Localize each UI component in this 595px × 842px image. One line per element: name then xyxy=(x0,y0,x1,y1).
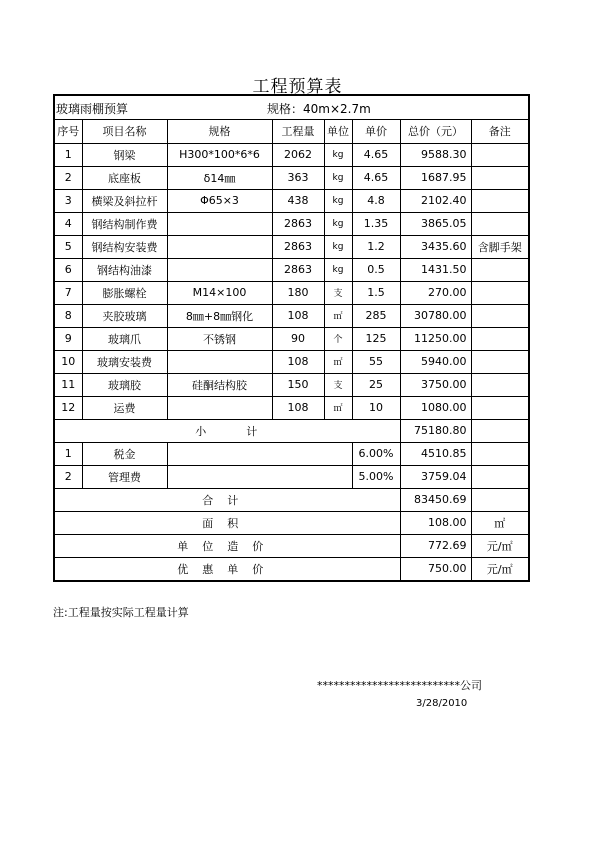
row-price: 4.8 xyxy=(352,189,400,212)
row-total: 270.00 xyxy=(400,281,471,304)
table-row xyxy=(55,258,528,281)
row-no: 1 xyxy=(55,143,82,166)
table-row xyxy=(55,189,528,212)
row-remark xyxy=(471,373,528,396)
fee-item: 税金 xyxy=(82,442,167,465)
row-unit: 支 xyxy=(324,373,352,396)
row-qty: 438 xyxy=(272,189,324,212)
row-total: 1687.95 xyxy=(400,166,471,189)
row-unit: kg xyxy=(324,166,352,189)
summary-label: 合计 xyxy=(55,488,400,511)
fee-rate: 5.00% xyxy=(352,465,400,488)
project-row xyxy=(55,96,528,120)
table-row xyxy=(55,212,528,235)
header-no: 序号 xyxy=(55,120,82,143)
subtotal-row xyxy=(55,419,528,442)
table-row xyxy=(55,396,528,419)
footnote: 注:工程量按实际工程量计算 xyxy=(53,606,189,619)
summary-row xyxy=(55,534,528,557)
row-price: 285 xyxy=(352,304,400,327)
row-unit: kg xyxy=(324,235,352,258)
header-item: 项目名称 xyxy=(82,120,167,143)
budget-sheet xyxy=(53,94,530,582)
row-item: 玻璃爪 xyxy=(82,327,167,350)
summary-value: 772.69 xyxy=(400,534,471,557)
row-remark xyxy=(471,327,528,350)
fee-empty xyxy=(167,465,352,488)
summary-unit xyxy=(471,488,528,511)
row-no: 12 xyxy=(55,396,82,419)
row-spec xyxy=(167,396,272,419)
row-remark xyxy=(471,350,528,373)
row-unit: ㎡ xyxy=(324,350,352,373)
table-row xyxy=(55,235,528,258)
row-total: 1431.50 xyxy=(400,258,471,281)
row-spec: δ14㎜ xyxy=(167,166,272,189)
company-name: **************************公司 xyxy=(317,679,482,692)
row-price: 125 xyxy=(352,327,400,350)
row-unit: 个 xyxy=(324,327,352,350)
row-item: 运费 xyxy=(82,396,167,419)
row-spec xyxy=(167,350,272,373)
table-row xyxy=(55,281,528,304)
fee-row xyxy=(55,465,528,488)
row-price: 1.2 xyxy=(352,235,400,258)
subtotal-remark xyxy=(471,419,528,442)
header-row xyxy=(55,120,528,143)
summary-value: 108.00 xyxy=(400,511,471,534)
row-item: 玻璃胶 xyxy=(82,373,167,396)
row-unit: kg xyxy=(324,143,352,166)
row-total: 3435.60 xyxy=(400,235,471,258)
row-unit: kg xyxy=(324,189,352,212)
row-total: 1080.00 xyxy=(400,396,471,419)
row-price: 55 xyxy=(352,350,400,373)
summary-unit: ㎡ xyxy=(471,511,528,534)
summary-label: 单位造价 xyxy=(55,534,400,557)
fee-total: 3759.04 xyxy=(400,465,471,488)
row-item: 膨胀螺栓 xyxy=(82,281,167,304)
row-price: 1.5 xyxy=(352,281,400,304)
summary-label: 面积 xyxy=(55,511,400,534)
row-qty: 108 xyxy=(272,350,324,373)
row-item: 底座板 xyxy=(82,166,167,189)
fee-no: 1 xyxy=(55,442,82,465)
table-row xyxy=(55,350,528,373)
row-item: 钢结构安装费 xyxy=(82,235,167,258)
subtotal-total: 75180.80 xyxy=(400,419,471,442)
summary-value: 83450.69 xyxy=(400,488,471,511)
fee-empty xyxy=(167,442,352,465)
table-row xyxy=(55,327,528,350)
row-spec: 硅酮结构胶 xyxy=(167,373,272,396)
row-spec xyxy=(167,235,272,258)
row-qty: 108 xyxy=(272,396,324,419)
row-remark xyxy=(471,143,528,166)
row-no: 3 xyxy=(55,189,82,212)
row-spec: 8㎜+8㎜钢化 xyxy=(167,304,272,327)
row-qty: 180 xyxy=(272,281,324,304)
row-price: 4.65 xyxy=(352,143,400,166)
summary-row xyxy=(55,557,528,580)
row-no: 2 xyxy=(55,166,82,189)
row-item: 钢结构制作费 xyxy=(82,212,167,235)
row-spec xyxy=(167,212,272,235)
header-remark: 备注 xyxy=(471,120,528,143)
header-price: 单价 xyxy=(352,120,400,143)
row-no: 7 xyxy=(55,281,82,304)
row-remark xyxy=(471,166,528,189)
row-item: 钢结构油漆 xyxy=(82,258,167,281)
row-unit: kg xyxy=(324,258,352,281)
row-item: 玻璃安装费 xyxy=(82,350,167,373)
row-no: 4 xyxy=(55,212,82,235)
row-price: 0.5 xyxy=(352,258,400,281)
row-qty: 108 xyxy=(272,304,324,327)
summary-unit: 元/㎡ xyxy=(471,534,528,557)
row-no: 10 xyxy=(55,350,82,373)
row-spec: Φ65×3 xyxy=(167,189,272,212)
fee-total: 4510.85 xyxy=(400,442,471,465)
row-no: 6 xyxy=(55,258,82,281)
row-spec: M14×100 xyxy=(167,281,272,304)
row-price: 25 xyxy=(352,373,400,396)
row-total: 3750.00 xyxy=(400,373,471,396)
row-remark xyxy=(471,258,528,281)
row-remark: 含脚手架 xyxy=(471,235,528,258)
row-unit: kg xyxy=(324,212,352,235)
row-unit: ㎡ xyxy=(324,396,352,419)
header-qty: 工程量 xyxy=(272,120,324,143)
row-total: 3865.05 xyxy=(400,212,471,235)
row-qty: 2863 xyxy=(272,258,324,281)
row-qty: 2863 xyxy=(272,235,324,258)
row-item: 钢梁 xyxy=(82,143,167,166)
row-total: 2102.40 xyxy=(400,189,471,212)
row-price: 4.65 xyxy=(352,166,400,189)
table-row xyxy=(55,143,528,166)
table-row xyxy=(55,304,528,327)
header-unit: 单位 xyxy=(324,120,352,143)
row-item: 横梁及斜拉杆 xyxy=(82,189,167,212)
row-item: 夹胶玻璃 xyxy=(82,304,167,327)
row-qty: 2062 xyxy=(272,143,324,166)
row-qty: 150 xyxy=(272,373,324,396)
row-no: 11 xyxy=(55,373,82,396)
budget-table xyxy=(55,120,528,580)
fee-remark xyxy=(471,465,528,488)
row-price: 1.35 xyxy=(352,212,400,235)
row-total: 11250.00 xyxy=(400,327,471,350)
row-qty: 363 xyxy=(272,166,324,189)
row-remark xyxy=(471,304,528,327)
project-spec: 规格：40m×2.7m xyxy=(267,102,371,116)
row-no: 8 xyxy=(55,304,82,327)
row-unit: 支 xyxy=(324,281,352,304)
row-remark xyxy=(471,281,528,304)
fee-item: 管理费 xyxy=(82,465,167,488)
row-qty: 2863 xyxy=(272,212,324,235)
page-title: 工程预算表 xyxy=(252,77,343,97)
fee-row xyxy=(55,442,528,465)
subtotal-label: 小计 xyxy=(55,419,400,442)
row-total: 5940.00 xyxy=(400,350,471,373)
header-spec: 规格 xyxy=(167,120,272,143)
row-remark xyxy=(471,396,528,419)
document-date: 3/28/2010 xyxy=(416,698,468,709)
summary-row xyxy=(55,488,528,511)
row-spec: 不锈钢 xyxy=(167,327,272,350)
summary-row xyxy=(55,511,528,534)
row-total: 9588.30 xyxy=(400,143,471,166)
project-name: 玻璃雨棚预算 xyxy=(56,102,129,116)
row-spec: H300*100*6*6 xyxy=(167,143,272,166)
table-row xyxy=(55,373,528,396)
summary-label: 优惠单价 xyxy=(55,557,400,580)
summary-unit: 元/㎡ xyxy=(471,557,528,580)
row-no: 5 xyxy=(55,235,82,258)
row-remark xyxy=(471,212,528,235)
fee-no: 2 xyxy=(55,465,82,488)
fee-remark xyxy=(471,442,528,465)
row-total: 30780.00 xyxy=(400,304,471,327)
fee-rate: 6.00% xyxy=(352,442,400,465)
row-remark xyxy=(471,189,528,212)
row-no: 9 xyxy=(55,327,82,350)
table-row xyxy=(55,166,528,189)
summary-value: 750.00 xyxy=(400,557,471,580)
row-price: 10 xyxy=(352,396,400,419)
row-spec xyxy=(167,258,272,281)
header-total: 总价（元） xyxy=(400,120,471,143)
row-qty: 90 xyxy=(272,327,324,350)
row-unit: ㎡ xyxy=(324,304,352,327)
